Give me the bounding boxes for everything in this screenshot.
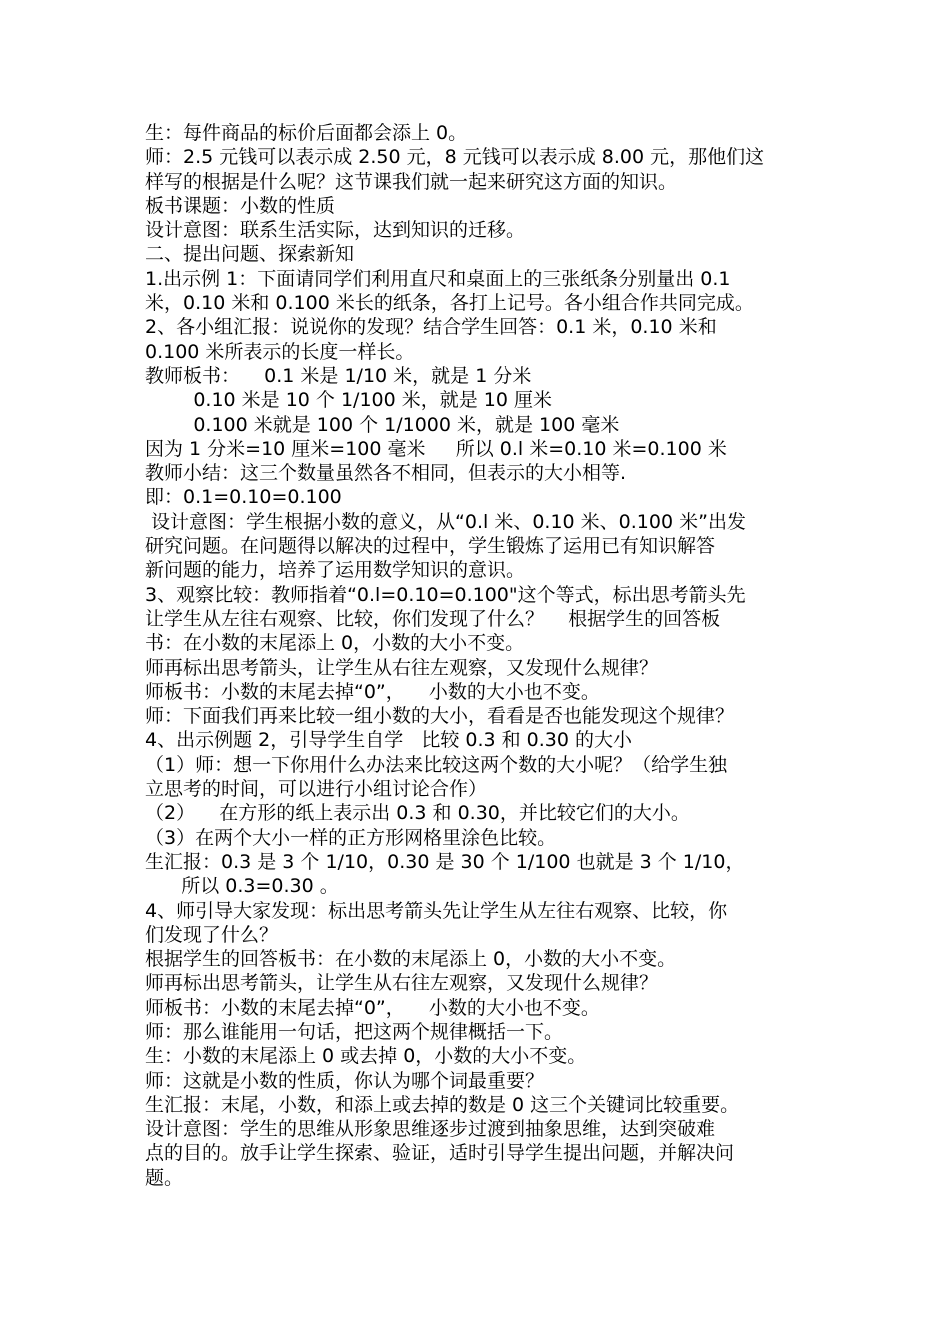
text-line: 1.出示例 1：下面请同学们利用直尺和桌面上的三张纸条分别量出 0.1 — [145, 267, 731, 290]
text-line: 师再标出思考箭头，让学生从右往左观察，又发现什么规律？ — [145, 972, 659, 995]
text-line: 师板书：小数的末尾去掉“0”， 小数的大小也不变。 — [145, 680, 600, 703]
text-line: 0.100 米就是 100 个 1/1000 米，就是 100 毫米 — [145, 413, 620, 436]
text-line: （1）师：想一下你用什么办法来比较这两个数的大小呢？（给学生独 — [145, 753, 728, 776]
text-line: 0.100 米所表示的长度一样长。 — [145, 340, 415, 363]
text-line: 师：2.5 元钱可以表示成 2.50 元，8 元钱可以表示成 8.00 元，那他们这 — [145, 146, 765, 169]
text-line: 师：下面我们再来比较一组小数的大小，看看是否也能发现这个规律？ — [145, 705, 735, 728]
text-line: 米，0.10 米和 0.100 米长的纸条，各打上记号。各小组合作共同完成。 — [145, 292, 754, 315]
text-line: 教师小结：这三个数量虽然各不相同，但表示的大小相等. — [145, 462, 627, 485]
text-line: 新问题的能力，培养了运用数学知识的意识。 — [145, 559, 526, 582]
text-line: 师：那么谁能用一句话，把这两个规律概括一下。 — [145, 1020, 564, 1043]
text-line: （2） 在方形的纸上表示出 0.3 和 0.30，并比较它们的大小。 — [145, 802, 690, 825]
text-line: 生：小数的末尾添上 0 或去掉 0，小数的大小不变。 — [145, 1045, 587, 1068]
text-line: 根据学生的回答板书：在小数的末尾添上 0，小数的大小不变。 — [145, 948, 677, 971]
text-line: 题。 — [145, 1166, 184, 1189]
text-line: 3、观察比较：教师指着“0.l=0.10=0.100"这个等式，标出思考箭头先 — [145, 583, 746, 606]
text-line: 师板书：小数的末尾去掉“0”， 小数的大小也不变。 — [145, 996, 600, 1019]
text-line: 生汇报：末尾，小数，和添上或去掉的数是 0 这三个关键词比较重要。 — [145, 1093, 740, 1116]
text-line: 因为 1 分米=10 厘米=100 毫米 所以 0.l 米=0.10 米=0.100 米 — [145, 437, 727, 460]
text-line: 立思考的时间，可以进行小组讨论合作） — [145, 778, 488, 801]
document-body — [145, 121, 815, 1190]
text-line: 让学生从左往右观察、比较，你们发现了什么？ 根据学生的回答板 — [145, 607, 721, 630]
text-line: 设计意图：学生的思维从形象思维逐步过渡到抽象思维，达到突破难 — [145, 1118, 716, 1141]
text-line: 即：0.1=0.10=0.100 — [145, 486, 342, 509]
text-line: 4、师引导大家发现：标出思考箭头先让学生从左往右观察、比较，你 — [145, 899, 728, 922]
text-line: 0.10 米是 10 个 1/100 米，就是 10 厘米 — [145, 389, 553, 412]
text-line: 教师板书： 0.1 米是 1/10 米，就是 1 分米 — [145, 364, 532, 387]
text-line: （3）在两个大小一样的正方形网格里涂色比较。 — [145, 826, 557, 849]
text-line: 们发现了什么？ — [145, 923, 279, 946]
text-line: 设计意图：学生根据小数的意义，从“0.l 米、0.10 米、0.100 米”出发 — [145, 510, 746, 533]
text-line: 师：这就是小数的性质，你认为哪个词最重要？ — [145, 1069, 545, 1092]
text-line: 书：在小数的末尾添上 0，小数的大小不变。 — [145, 632, 525, 655]
text-line: 2、各小组汇报：说说你的发现？结合学生回答：0.1 米，0.10 米和 — [145, 316, 717, 339]
text-line: 板书课题：小数的性质 — [145, 194, 336, 217]
text-line: 样写的根据是什么呢？这节课我们就一起来研究这方面的知识。 — [145, 170, 678, 193]
text-line: 所以 0.3=0.30 。 — [145, 875, 339, 898]
text-line: 师再标出思考箭头，让学生从右往左观察，又发现什么规律？ — [145, 656, 659, 679]
text-line: 点的目的。放手让学生探索、验证，适时引导学生提出问题，并解决问 — [145, 1142, 735, 1165]
text-line: 生汇报：0.3 是 3 个 1/10，0.30 是 30 个 1/100 也就是 3 个 1/10， — [145, 850, 745, 873]
text-line: 生：每件商品的标价后面都会添上 0。 — [145, 122, 468, 144]
text-line: 4、出示例题 2，引导学生自学 比较 0.3 和 0.30 的大小 — [145, 729, 633, 752]
section-heading: 二、提出问题、探索新知 — [145, 243, 355, 266]
text-line: 研究问题。在问题得以解决的过程中，学生锻炼了运用已有知识解答 — [145, 535, 716, 558]
text-line: 设计意图：联系生活实际，达到知识的迁移。 — [145, 219, 526, 242]
